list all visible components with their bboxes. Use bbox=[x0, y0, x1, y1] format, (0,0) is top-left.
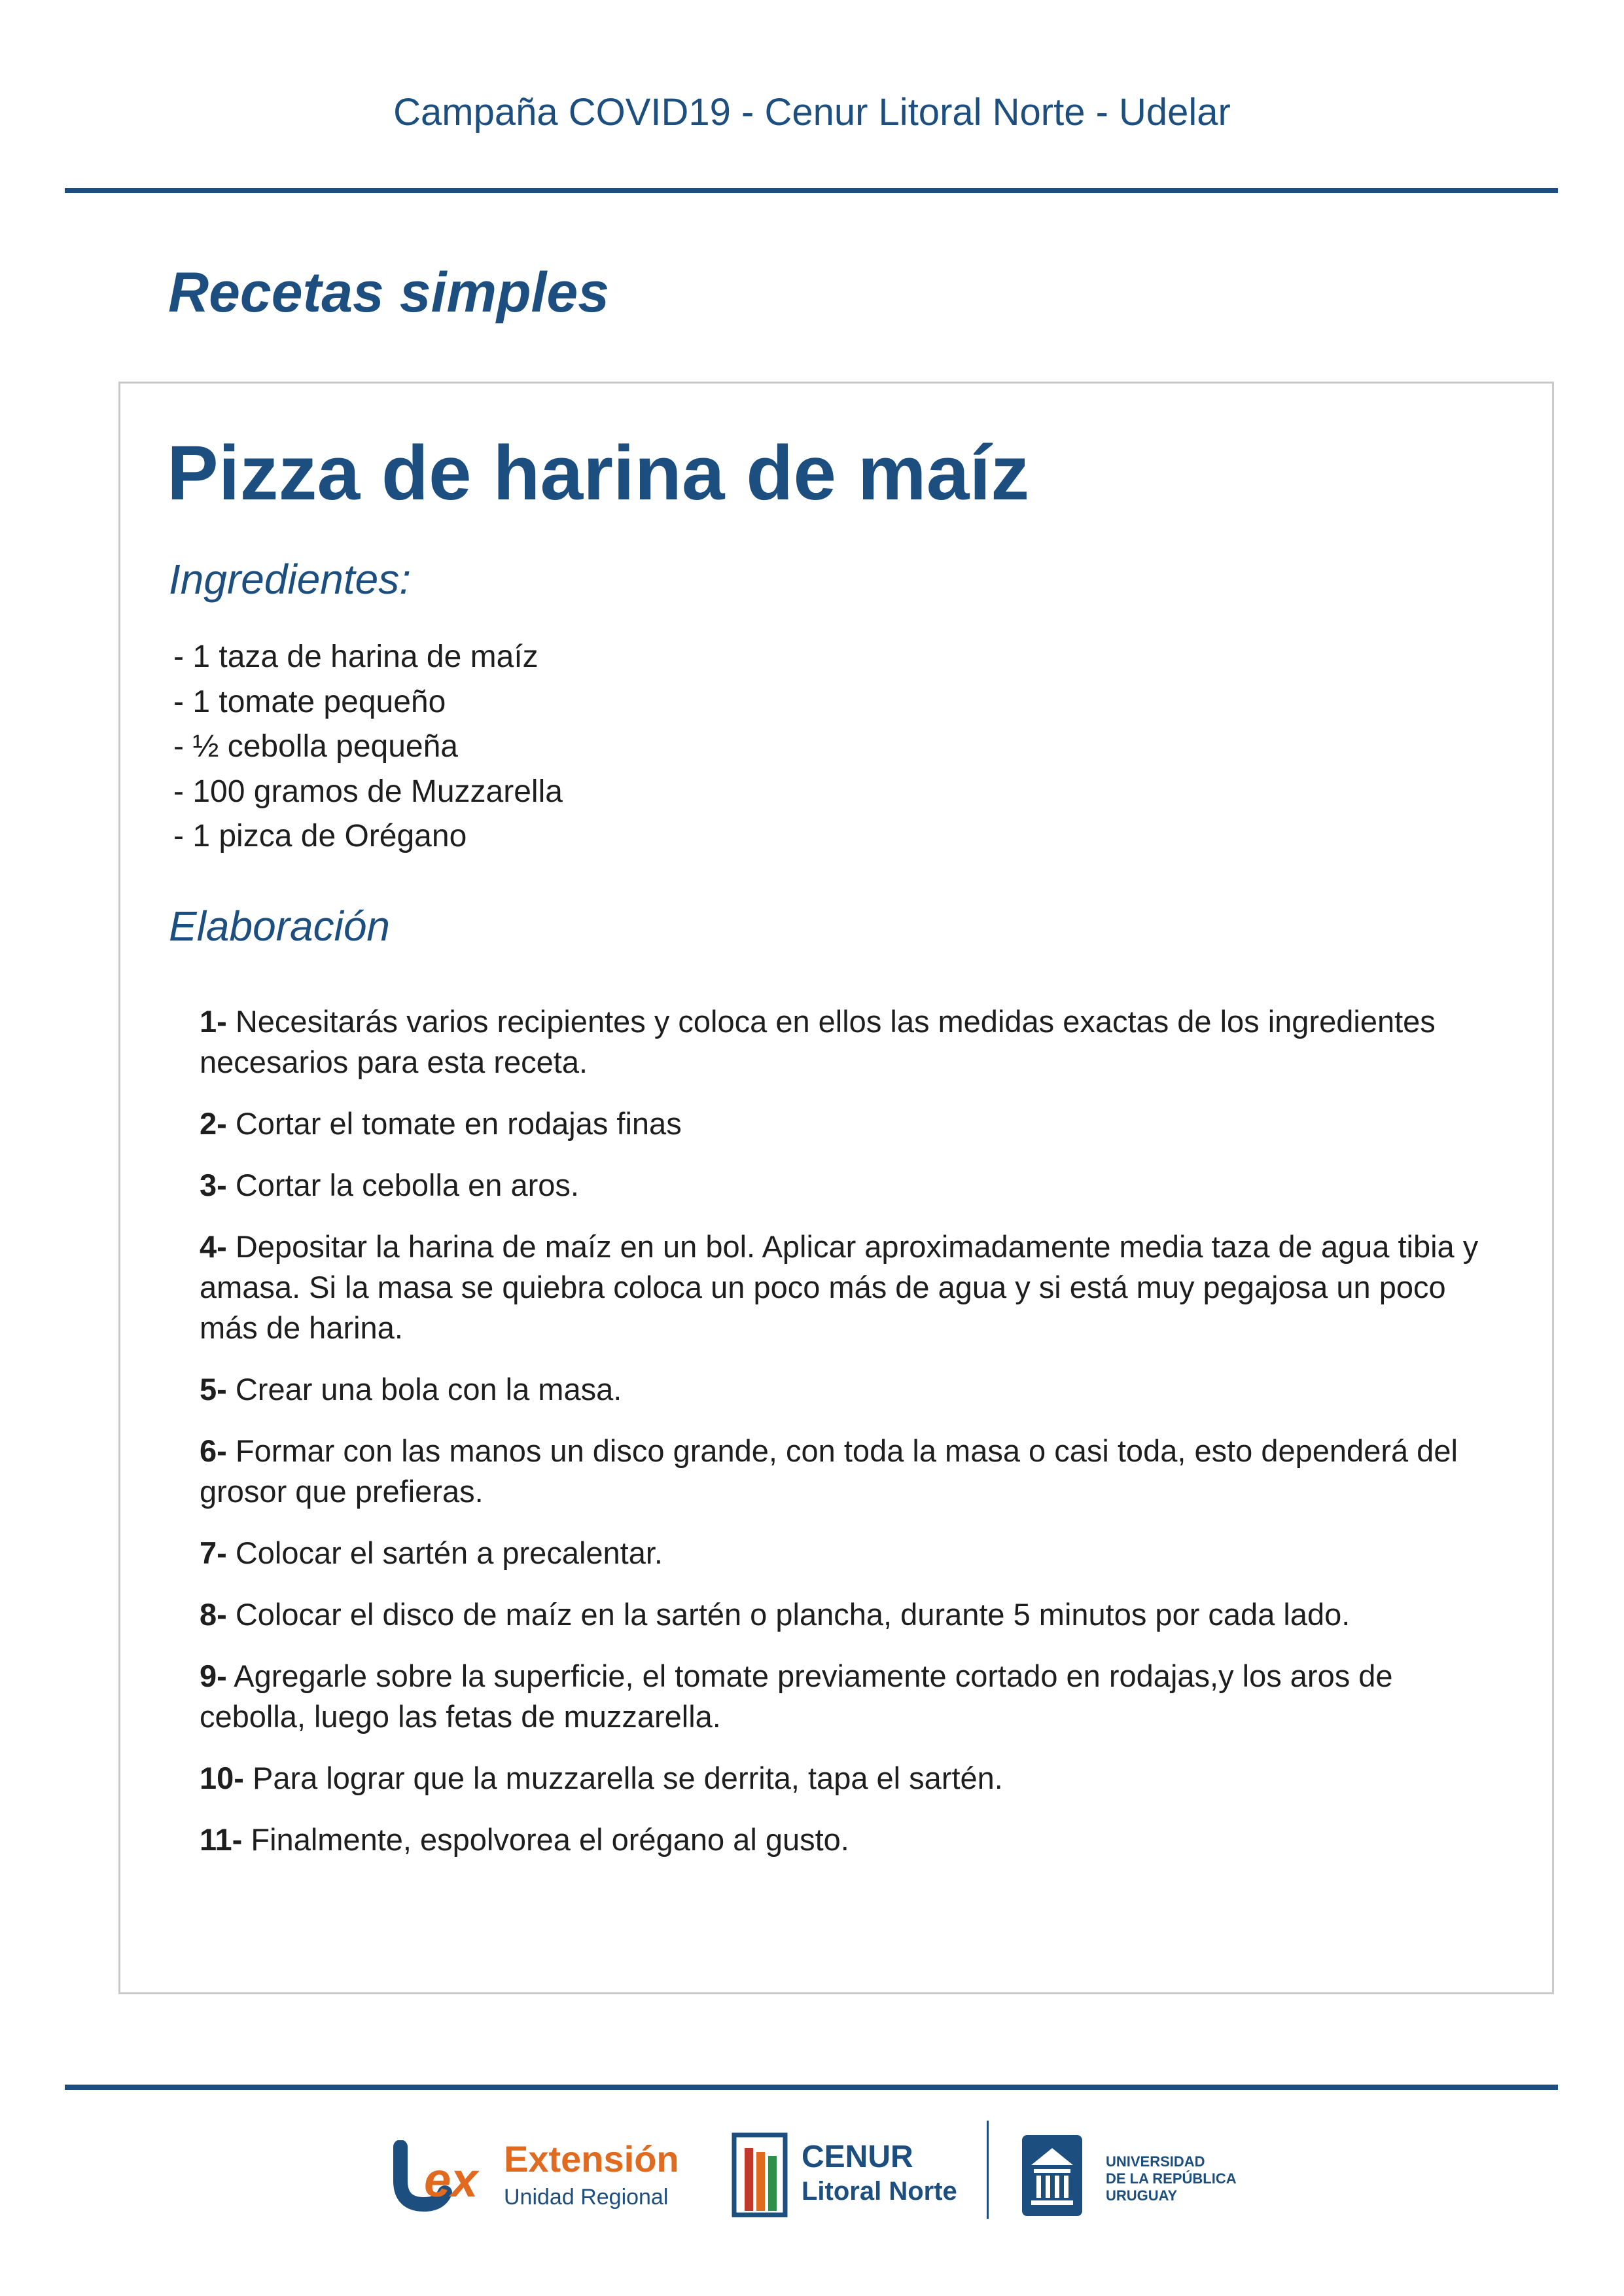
step-text: Cortar el tomate en rodajas finas bbox=[226, 1106, 682, 1141]
cenur-title: CENUR bbox=[802, 2140, 913, 2174]
step-item bbox=[200, 1656, 1502, 1737]
step-number: 9- bbox=[200, 1659, 227, 1693]
step-number: 11- bbox=[200, 1822, 243, 1857]
university-building-icon bbox=[1022, 2135, 1082, 2216]
cenur-subtitle: Litoral Norte bbox=[802, 2177, 957, 2206]
step-text: Necesitarás varios recipientes y coloca en ellos las medidas exactas de los ingredientes necesarios para esta receta. bbox=[200, 1004, 1436, 1079]
udelar-line-3: URUGUAY bbox=[1106, 2187, 1178, 2204]
step-text: Finalmente, espolvorea el orégano al gusto. bbox=[242, 1822, 849, 1857]
ingredient-item: - 1 pizca de Orégano bbox=[173, 819, 467, 853]
extension-mark-letters: ex bbox=[424, 2153, 478, 2207]
step-item bbox=[200, 1103, 1502, 1144]
step-text: Agregarle sobre la superficie, el tomate previamente cortado en rodajas,y los aros de cebolla, luego las fetas de muzzarella. bbox=[200, 1659, 1393, 1734]
extension-subtitle: Unidad Regional bbox=[504, 2185, 669, 2210]
cenur-mark-icon bbox=[732, 2132, 788, 2217]
footer-divider bbox=[65, 2085, 1558, 2090]
header-title: Campaña COVID19 - Cenur Litoral Norte - Udelar bbox=[393, 91, 1231, 134]
step-text: Colocar el disco de maíz en la sartén o plancha, durante 5 minutos por cada lado. bbox=[226, 1597, 1350, 1632]
section-title: Recetas simples bbox=[168, 261, 610, 324]
step-number: 5- bbox=[200, 1372, 227, 1407]
step-item bbox=[200, 1001, 1502, 1083]
ingredient-item: - 100 gramos de Muzzarella bbox=[173, 774, 563, 809]
step-number: 3- bbox=[200, 1168, 227, 1202]
udelar-line-2: DE LA REPÚBLICA bbox=[1106, 2170, 1237, 2187]
step-item bbox=[200, 1227, 1502, 1348]
extension-mark-icon bbox=[393, 2140, 484, 2212]
header-divider bbox=[65, 188, 1558, 193]
step-text: Formar con las manos un disco grande, con toda la masa o casi toda, esto dependerá del grosor que prefieras. bbox=[200, 1433, 1458, 1509]
step-text: Colocar el sartén a precalentar. bbox=[226, 1535, 663, 1570]
udelar-line-1: UNIVERSIDAD bbox=[1106, 2153, 1205, 2170]
step-number: 6- bbox=[200, 1433, 227, 1468]
step-text: Depositar la harina de maíz en un bol. Aplicar aproximadamente media taza de agua tibia y amasa. Si la masa se quiebra coloca un poco más de agua y si está muy pegajosa un poco más de harina. bbox=[200, 1229, 1479, 1345]
extension-title: Extensión bbox=[504, 2138, 679, 2179]
ingredient-item: - ½ cebolla pequeña bbox=[173, 729, 458, 764]
step-text: Para lograr que la muzzarella se derrita, tapa el sartén. bbox=[243, 1761, 1003, 1795]
step-number: 10- bbox=[200, 1761, 244, 1795]
recipe-title: Pizza de harina de maíz bbox=[167, 430, 1030, 516]
step-item bbox=[200, 1165, 1502, 1206]
step-item bbox=[200, 1533, 1502, 1573]
step-item bbox=[200, 1594, 1502, 1635]
ingredients-list bbox=[173, 635, 563, 859]
steps-heading: Elaboración bbox=[169, 903, 390, 950]
step-number: 2- bbox=[200, 1106, 227, 1141]
step-item bbox=[200, 1820, 1502, 1860]
step-number: 8- bbox=[200, 1597, 227, 1632]
step-item bbox=[200, 1758, 1502, 1799]
step-text: Crear una bola con la masa. bbox=[226, 1372, 622, 1407]
step-number: 7- bbox=[200, 1535, 227, 1570]
step-number: 1- bbox=[200, 1004, 227, 1039]
step-number: 4- bbox=[200, 1229, 227, 1264]
ingredients-heading: Ingredientes: bbox=[169, 556, 412, 603]
logo-separator bbox=[987, 2121, 989, 2219]
step-item bbox=[200, 1369, 1502, 1410]
ingredient-item: - 1 taza de harina de maíz bbox=[173, 639, 538, 674]
step-item bbox=[200, 1431, 1502, 1512]
steps-list bbox=[200, 1001, 1502, 1881]
step-text: Cortar la cebolla en aros. bbox=[226, 1168, 579, 1202]
ingredient-item: - 1 tomate pequeño bbox=[173, 684, 446, 719]
footer-logos bbox=[0, 2121, 1624, 2251]
